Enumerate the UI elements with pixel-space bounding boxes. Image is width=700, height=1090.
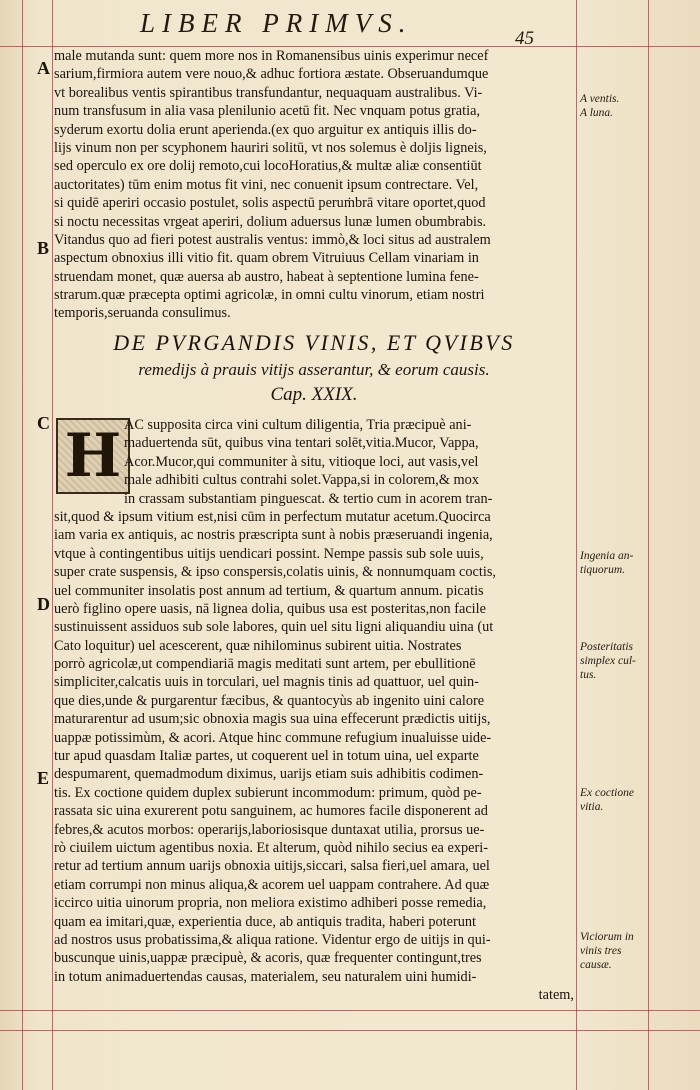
text-line: struendam monet, quæ auersa ab austro, habeat à septentione lumina fene- [54,268,479,285]
section-letter-c: C [37,413,50,433]
paragraph-2 [54,416,574,1005]
text-line: sed operculo ex ore dolij remoto,cui locoHoratius,& multæ aliæ consentiūt [54,158,482,175]
drop-initial-letter: H [58,420,128,492]
bottom-rule [0,1010,700,1011]
text-line: sustinuissent assiduos sub sole labores, quin uel situ ligni aliquandiu uina (ut [54,619,494,636]
text-line: vtque à contingentibus uitijs uendicari possint. Nempe passis sub sole uuis, [54,545,484,562]
chapter-subtitle: remedijs à prauis vitijs asserantur, & eorum causis. [138,360,490,379]
text-line: porrò agricolæ,ut compendiariā magis meditati sunt artem, per ebullitionē [54,656,476,673]
chapter-heading [54,328,574,408]
text-line: que dies,unde & purgarentur fæcibus, & quantocyùs ab ingenito uini calore [54,692,485,709]
text-line: maturarentur ad usum;sic obnoxia magis sua uina effecerunt prædictis uitijs, [54,711,491,728]
text-line: etiam corrumpi non minus aliqua,& acorem uel uappam contrahere. Ad quæ [54,876,490,893]
text-line: lijs vinum non per scyphonem hauriri solitū, vt nos solemus è doljis ligneis, [54,139,487,156]
left-rule-inner [52,0,53,1090]
text-line: aspectum obnoxius illi vitio fit. quam obrem Vitruiuus Cellam vinariam in [54,250,479,267]
chapter-number: Cap. XXIX. [270,384,358,405]
text-line: syderum exortu dolia erunt aperienda.(ex quo arguitur ex antiquis illis do- [54,121,477,138]
section-letter-a: A [37,58,50,78]
text-line: buscunque uinis,uappæ præcipuè, & acoris, quæ frequenter contingunt,tres [54,950,482,967]
marginal-note: Ex coctione vitia. [580,787,634,813]
marginal-note: Ingenia an- tiquorum. [580,550,634,576]
text-line: iam varia ex antiquis, ac nostris præscripta sunt à nobis præseruandi ingenia, [54,527,493,544]
text-line: AC supposita circa vini cultum diligentia, Tria præcipuè ani- [124,417,472,433]
text-line: uel communiter insolatis post annum ad tertium, & quartum annum. picatis [54,582,484,599]
text-line: ad nostros usus probatissima,& aliqua ratione. Videntur ergo de uitijs in qui- [54,931,491,948]
text-line: quam ea imitari,quæ, experientia duce, ab antiquis tradita, haberi poterunt [54,913,477,930]
text-line: Acor.Mucor,qui communiter à situ, vitioque loci, aut vasis,vel [124,453,479,470]
text-line: male adhibiti cultus contrahi solet.Vappa,si in colorem,& mox [124,472,479,489]
text-line: febres,& acutos morbos: operarijs,laboriosisque duntaxat utilia, prorsus ue- [54,821,485,838]
text-line: rò ciuilem uictum agentibus noxia. Et alterum, quòd nihilo secius ea experi- [54,839,488,856]
text-line: iccirco uitia uinorum propria, non meliora existimo adhiberi posse remedia, [54,895,487,912]
paragraph-1 [54,47,574,323]
text-line: sarium,firmiora autem vere nouo,& adhuc fortiora æstate. Obseruandumque [54,66,489,83]
marginal-note: A ventis. A luna. [580,93,620,119]
text-line: tatem, [538,987,574,1004]
bottom-rule-2 [0,1030,700,1031]
text-line: sit,quod & ipsum vitium est,nisi cūm in perfectum mutatur acetum.Quocirca [54,508,491,525]
text-line: uerò figlino opere uasis, nā lignea dolia, quibus usa est posteritas,non facile [54,600,486,617]
text-line: si quidē aperiri occasio postulet, solis aspectū peruṁbrā vitare oportet,quod [54,195,486,212]
text-line: auctoritates) tūm enim motus fit vini, nec conuenit ipsum contrectare. Vel, [54,176,479,193]
text-line: simpliciter,calcatis uuis in torculari, uel magnis tinis ad quattuor, uel quin- [54,674,479,691]
page-number: 45 [515,28,534,49]
text-line: uappæ potissimùm, & acori. Atque hinc commune refugium inualuisse uide- [54,729,492,746]
left-rule-outer [22,0,23,1090]
text-line: si noctu necessitas vrgeat aperiri, dolium aduersus lunæ lumen obumbrabis. [54,213,487,230]
text-line: male mutanda sunt: quem more nos in Romanensibus uinis experimur necef [54,48,489,64]
text-line: temporis,seruanda consulimus. [54,305,231,322]
section-letter-d: D [37,594,50,614]
marginal-note: Viciorum in vinis tres causæ. [580,931,634,971]
text-line: maduertenda sūt, quibus vina tentari solēt,vitia.Mucor, Vappa, [124,435,479,452]
text-line: retur ad tertium annum uarijs obnoxia uitijs,siccari, salsa fieri,uel amara, uel [54,858,490,875]
text-line: tis. Ex coctione quidem duplex subierunt incommodum: primum, quòd pe- [54,784,482,801]
text-line: despumarent, quemadmodum diximus, uarijs etiam suis adhibitis codimen- [54,766,484,783]
text-line: in totum animaduertendas causas, materialem, seu naturalem uini humidi- [54,968,477,985]
text-line: vt borealibus ventis spirantibus transfundantur, nequaquam australibus. Vi- [54,84,483,101]
text-line: num transfusum in alia vasa plenilunio acetū fit. Nec vnquam potus gratia, [54,103,481,120]
section-letter-b: B [37,238,50,258]
text-line: Vitandus quo ad fieri potest australis ventus: immò,& loci situs ad australem [54,231,491,248]
text-line: Cato loquitur) uel acescerent, quæ nihilominus subirent uitia. Nostrates [54,637,462,654]
right-rule-outer [648,0,649,1090]
chapter-title: DE PVRGANDIS VINIS, ET QVIBVS [113,330,515,355]
text-line: tur apud quasdam Italiæ partes, ut coquerent uel in totum uina, uel exparte [54,748,479,765]
running-head: LIBER PRIMVS. [140,8,413,38]
text-line: in crassam substantiam pinguescat. & tertio cum in acorem tran- [124,490,493,507]
text-line: strarum.quæ præcepta optimi agricolæ, in omni cultu vinorum, etiam nostri [54,287,485,304]
text-line: rassata sic uina exurerent potu sanguinem, ac humores facile disponerent ad [54,803,488,820]
marginal-note: Posteritatis simplex cul- tus. [580,641,636,681]
section-letter-e: E [37,768,50,788]
text-line: super crate suspensis, & ipso conspersis,colatis uinis, & nonnumquam coctis, [54,564,496,581]
right-rule-inner [576,0,577,1090]
